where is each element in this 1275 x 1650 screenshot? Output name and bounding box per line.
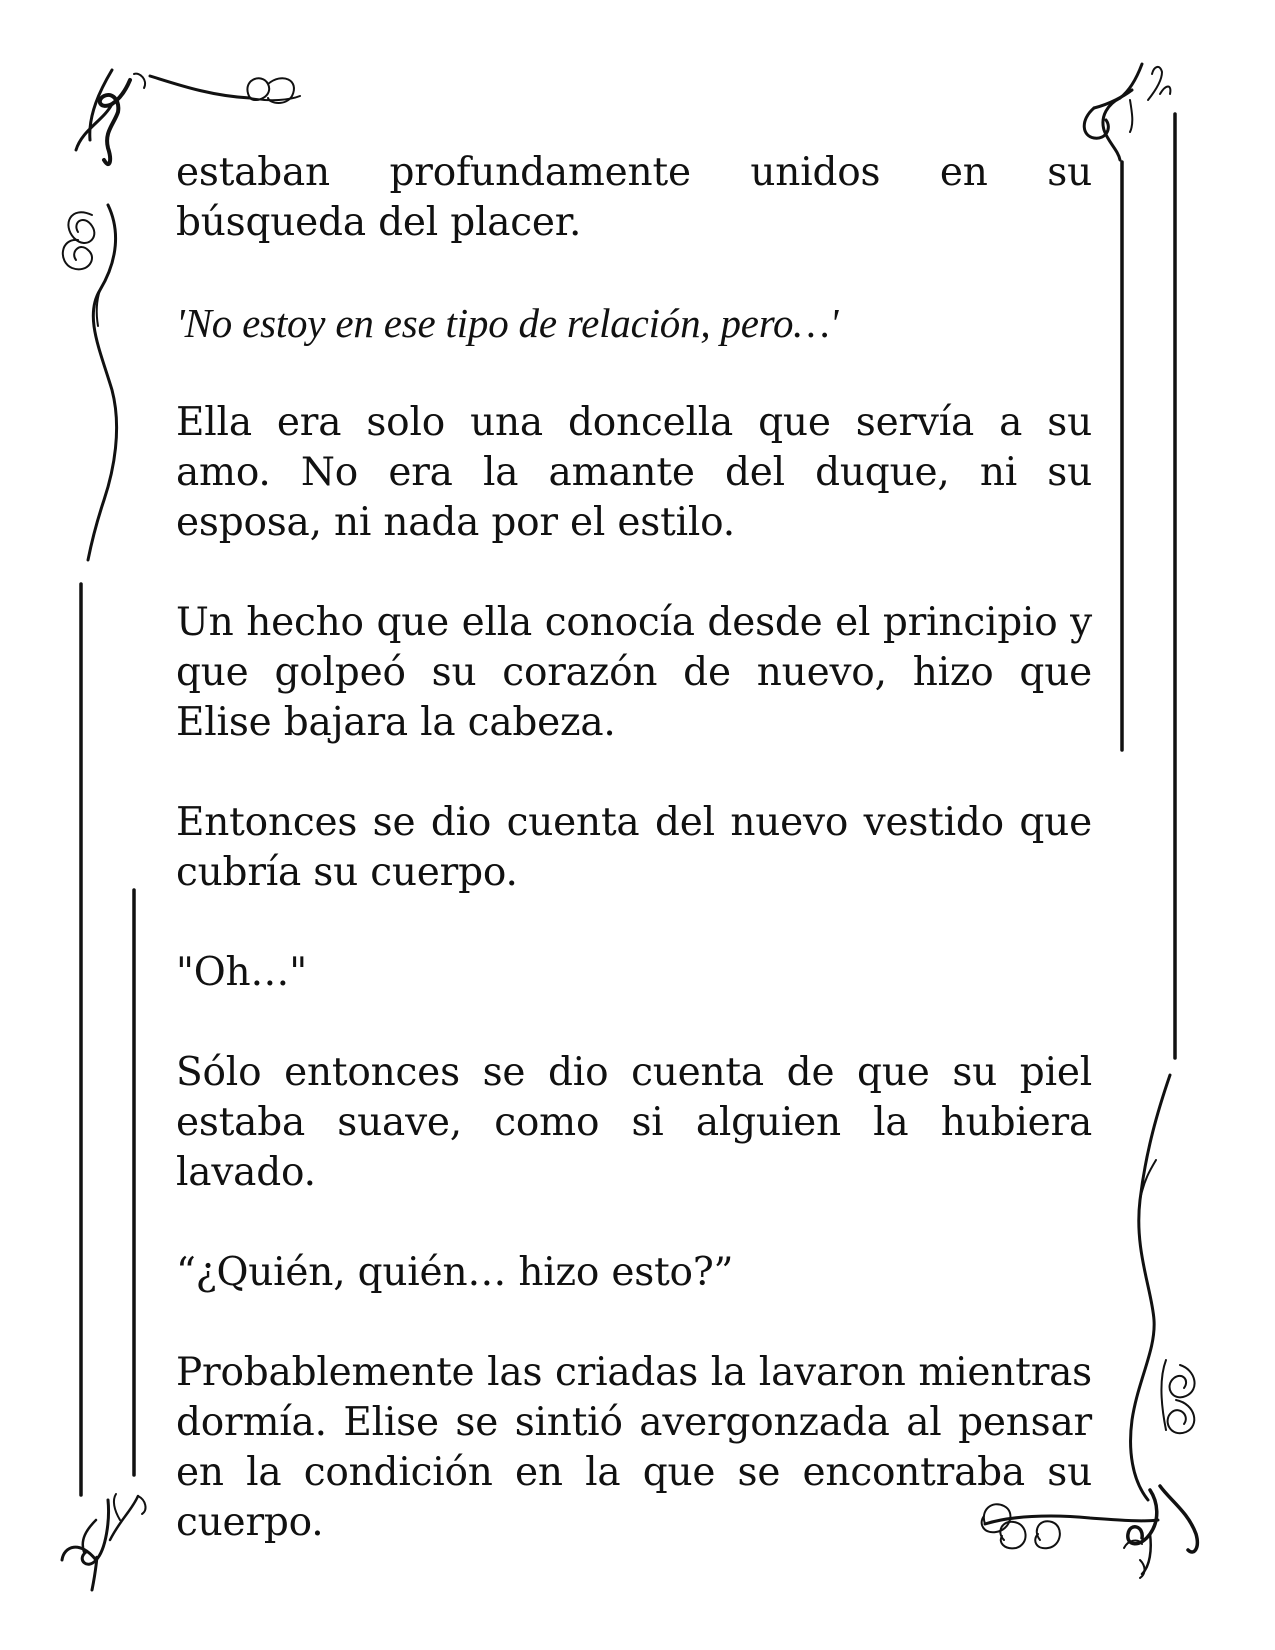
paragraph-3: Ella era solo una doncella que servía a su amo. No era la amante del duque, ni su esposa, ni nada por el estilo. — [176, 400, 1092, 545]
left-scroll-curl-icon — [63, 205, 117, 560]
paragraph-2-thought: 'No estoy en ese tipo de relación, pero…' — [176, 300, 839, 346]
paragraph-5: Entonces se dio cuenta del nuevo vestido que cubría su cuerpo. — [176, 800, 1092, 895]
bottom-left-corner-flourish-icon — [62, 1494, 145, 1590]
paragraph-7: Sólo entonces se dio cuenta de que su piel estaba suave, como si alguien la hubiera lavado. — [176, 1050, 1092, 1195]
paragraph-9: Probablemente las criadas la lavaron mientras dormía. Elise se sintió avergonzada al pensar en la condición en la que se encontraba su cuerpo. — [176, 1350, 1092, 1545]
paragraph-1: estaban profundamente unidos en su búsqueda del placer. — [176, 150, 1092, 245]
right-scroll-curl-icon — [1131, 1075, 1195, 1500]
body-text — [176, 148, 1092, 1598]
paragraph-6-dialogue: "Oh…" — [176, 950, 307, 995]
top-right-corner-flourish-icon — [1084, 64, 1170, 160]
paragraph-4: Un hecho que ella conocía desde el principio y que golpeó su corazón de nuevo, hizo que Elise bajara la cabeza. — [176, 600, 1092, 745]
paragraph-8-dialogue: “¿Quién, quién… hizo esto?” — [176, 1250, 734, 1295]
